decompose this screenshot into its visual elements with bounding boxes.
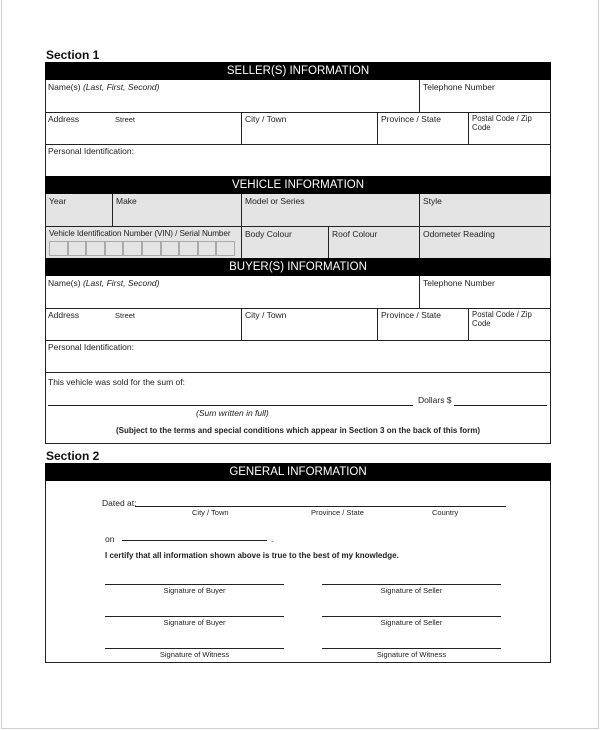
dated-at-label: Dated at: bbox=[102, 498, 137, 508]
seller-postal-label: Postal Code / Zip Code bbox=[472, 114, 532, 132]
seller-city-field[interactable] bbox=[242, 112, 378, 144]
seller-signature-label-2: Signature of Seller bbox=[380, 618, 443, 627]
vin-char-box[interactable] bbox=[49, 241, 68, 256]
vehicle-vin-label: Vehicle Identification Number (VIN) / Serial Number bbox=[49, 229, 231, 238]
section-2-label: Section 2 bbox=[46, 449, 100, 463]
buyer-province-field[interactable] bbox=[378, 308, 468, 340]
section-1-label: Section 1 bbox=[46, 48, 100, 62]
witness-signature-line-2[interactable] bbox=[322, 648, 501, 649]
seller-info-header: SELLER(S) INFORMATION bbox=[45, 62, 551, 80]
dollars-amount-line[interactable] bbox=[454, 405, 547, 406]
witness-signature-label-1: Signature of Witness bbox=[159, 650, 230, 659]
date-period: . bbox=[271, 534, 274, 544]
buyer-postal-field[interactable] bbox=[469, 308, 551, 340]
vehicle-info-header: VEHICLE INFORMATION bbox=[45, 176, 551, 194]
seller-postal-field[interactable] bbox=[469, 112, 551, 144]
seller-signature-label-1: Signature of Seller bbox=[380, 586, 443, 595]
vehicle-body-colour-label: Body Colour bbox=[245, 229, 292, 239]
buyer-address-label: Address bbox=[48, 310, 80, 320]
vin-char-box[interactable] bbox=[216, 241, 235, 256]
witness-signature-line-1[interactable] bbox=[105, 648, 284, 649]
vin-char-box[interactable] bbox=[86, 241, 105, 256]
buyer-personal-id-field[interactable] bbox=[45, 340, 551, 372]
vin-char-box[interactable] bbox=[198, 241, 217, 256]
certify-text: I certify that all information shown above is true to the best of my knowledge. bbox=[105, 551, 399, 560]
buyer-postal-label: Postal Code / Zip Code bbox=[472, 310, 532, 328]
buyer-city-field[interactable] bbox=[242, 308, 378, 340]
vin-char-box[interactable] bbox=[179, 241, 198, 256]
vehicle-model-label: Model or Series bbox=[245, 196, 305, 206]
vin-char-box[interactable] bbox=[123, 241, 142, 256]
seller-province-field[interactable] bbox=[378, 112, 468, 144]
seller-personal-id-field[interactable] bbox=[45, 144, 551, 176]
vin-input-boxes bbox=[49, 241, 239, 256]
form-page bbox=[1, 0, 599, 729]
dated-city-label: City / Town bbox=[192, 508, 229, 517]
vin-char-box[interactable] bbox=[68, 241, 87, 256]
vehicle-style-field[interactable] bbox=[420, 194, 550, 227]
dated-province-label: Province / State bbox=[311, 508, 364, 517]
buyer-name-hint: (Last, First, Second) bbox=[82, 278, 160, 288]
sold-for-label: This vehicle was sold for the sum of: bbox=[48, 377, 186, 387]
seller-signature-line-2[interactable] bbox=[322, 616, 501, 617]
seller-street-label: Street bbox=[115, 115, 136, 124]
vehicle-year-label: Year bbox=[49, 196, 67, 206]
vehicle-year-field[interactable] bbox=[46, 194, 112, 227]
seller-signature-line-1[interactable] bbox=[322, 584, 501, 585]
vehicle-odometer-field[interactable] bbox=[420, 227, 550, 258]
buyer-signature-line-2[interactable] bbox=[105, 616, 284, 617]
seller-telephone-label: Telephone Number bbox=[423, 82, 495, 92]
buyer-signature-line-1[interactable] bbox=[105, 584, 284, 585]
vehicle-model-field[interactable] bbox=[242, 194, 419, 227]
vehicle-make-label: Make bbox=[116, 196, 137, 206]
section-2-box bbox=[45, 463, 551, 663]
dollars-label: Dollars $ bbox=[418, 395, 452, 405]
seller-city-label: City / Town bbox=[245, 114, 287, 124]
buyer-street-field[interactable] bbox=[45, 308, 242, 340]
dated-country-label: Country bbox=[432, 508, 459, 517]
buyer-province-label: Province / State bbox=[381, 310, 442, 320]
general-info-header: GENERAL INFORMATION bbox=[45, 463, 551, 481]
vehicle-make-field[interactable] bbox=[113, 194, 241, 227]
vehicle-roof-colour-field[interactable] bbox=[329, 227, 419, 258]
buyer-street-label: Street bbox=[115, 311, 136, 320]
buyer-info-header: BUYER(S) INFORMATION bbox=[45, 258, 551, 276]
vin-char-box[interactable] bbox=[105, 241, 124, 256]
sum-in-words-line[interactable] bbox=[48, 405, 413, 406]
date-line[interactable] bbox=[122, 540, 267, 541]
witness-signature-label-2: Signature of Witness bbox=[376, 650, 447, 659]
vehicle-roof-colour-label: Roof Colour bbox=[332, 229, 378, 239]
on-label: on bbox=[105, 534, 115, 544]
buyer-telephone-label: Telephone Number bbox=[423, 278, 495, 288]
buyer-city-label: City / Town bbox=[245, 310, 287, 320]
seller-telephone-field[interactable] bbox=[420, 80, 550, 112]
seller-personal-id-label: Personal Identification: bbox=[48, 146, 134, 156]
buyer-signature-label-2: Signature of Buyer bbox=[163, 618, 226, 627]
seller-name-label: Name(s) bbox=[48, 82, 81, 92]
seller-province-label: Province / State bbox=[381, 114, 442, 124]
buyer-signature-label-1: Signature of Buyer bbox=[163, 586, 226, 595]
vehicle-style-label: Style bbox=[423, 196, 442, 206]
terms-note: (Subject to the terms and special conditions which appear in Section 3 on the back of this form) bbox=[115, 426, 481, 435]
seller-name-hint: (Last, First, Second) bbox=[82, 82, 160, 92]
vin-char-box[interactable] bbox=[142, 241, 161, 256]
buyer-personal-id-label: Personal Identification: bbox=[48, 342, 134, 352]
dated-at-line[interactable] bbox=[135, 506, 506, 507]
buyer-telephone-field[interactable] bbox=[420, 276, 550, 308]
divider bbox=[45, 372, 551, 373]
vehicle-odometer-label: Odometer Reading bbox=[423, 229, 495, 239]
sum-hint: (Sum written in full) bbox=[196, 408, 269, 418]
buyer-name-field[interactable] bbox=[45, 276, 420, 308]
vehicle-body-colour-field[interactable] bbox=[242, 227, 328, 258]
buyer-name-label: Name(s) bbox=[48, 278, 81, 288]
seller-address-label: Address bbox=[48, 114, 80, 124]
seller-street-field[interactable] bbox=[45, 112, 242, 144]
vin-char-box[interactable] bbox=[161, 241, 180, 256]
seller-name-field[interactable] bbox=[45, 80, 420, 112]
